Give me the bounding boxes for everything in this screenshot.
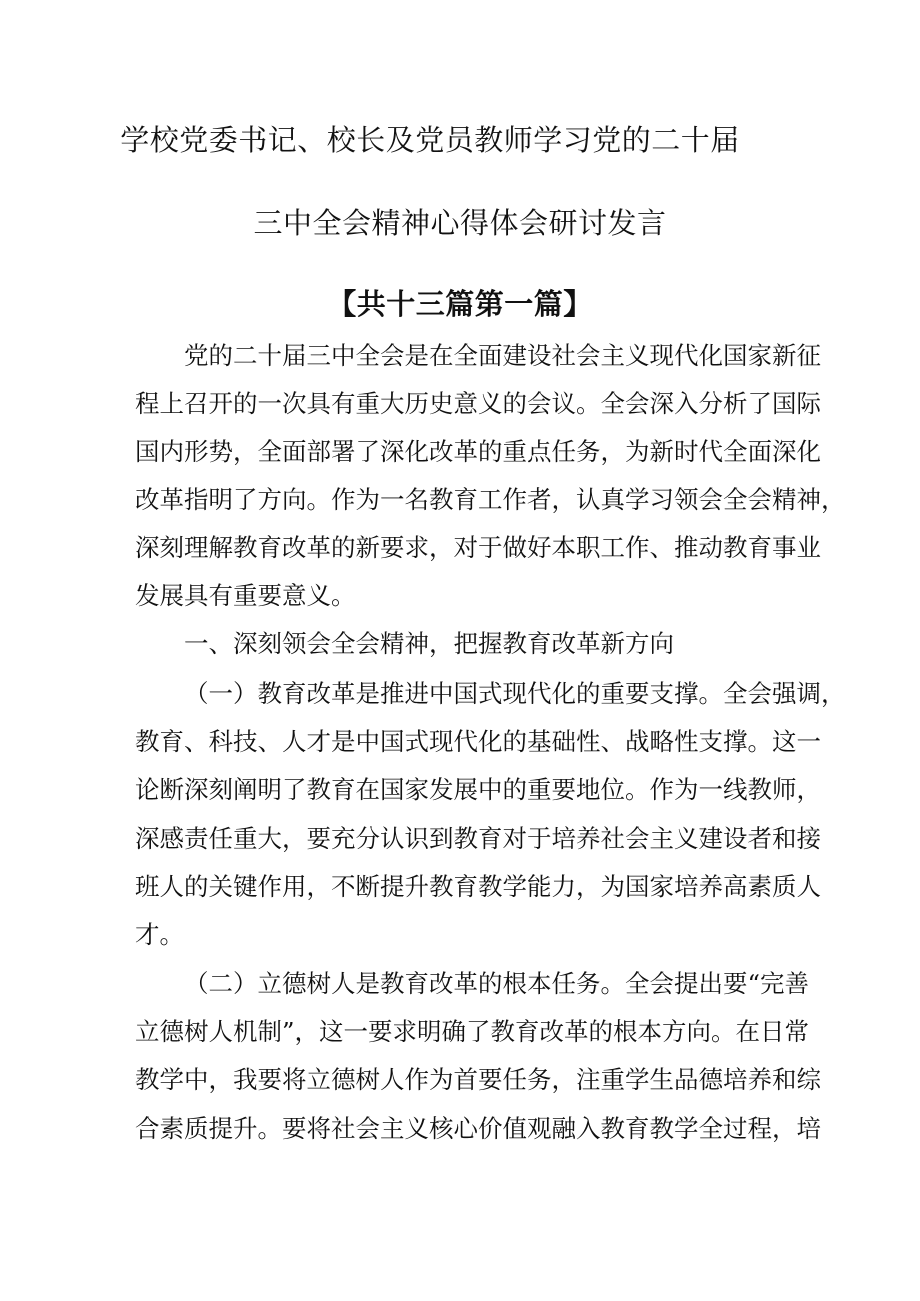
paragraph-line: 教育、科技、人才是中国式现代化的基础性、战略性支撑。这一 [135, 727, 821, 756]
document-part-label: 【共十三篇第一篇】 [327, 287, 593, 321]
document-title-line-1: 学校党委书记、校长及党员教师学习党的二十届 [120, 123, 740, 157]
paragraph-line: 论断深刻阐明了教育在国家发展中的重要地位。作为一线教师， [135, 775, 821, 804]
paragraph-line: 国内形势，全面部署了深化改革的重点任务，为新时代全面深化 [135, 437, 821, 466]
paragraph-line: 改革指明了方向。作为一名教育工作者，认真学习领会全会精神， [135, 485, 846, 514]
section-heading-text: 一、深刻领会全会精神，把握教育改革新方向 [184, 629, 674, 658]
paragraph-line: 立德树人机制”，这一要求明确了教育改革的根本方向。在日常 [135, 1017, 810, 1046]
paragraph-line: 教学中，我要将立德树人作为首要任务，注重学生品德培养和综 [135, 1065, 821, 1094]
paragraph-line: 才。 [135, 920, 184, 949]
paragraph-line: （一）教育改革是推进中国式现代化的重要支撑。全会强调， [184, 679, 846, 708]
paragraph-line: 程上召开的一次具有重大历史意义的会议。全会深入分析了国际 [135, 389, 821, 418]
paragraph-line: 合素质提升。要将社会主义核心价值观融入教育教学全过程，培 [135, 1114, 821, 1143]
document-title-line-2: 三中全会精神心得体会研讨发言 [253, 206, 667, 240]
paragraph-line: 深刻理解教育改革的新要求，对于做好本职工作、推动教育事业 [135, 533, 821, 562]
paragraph-line: 深感责任重大，要充分认识到教育对于培养社会主义建设者和接 [135, 824, 821, 853]
paragraph-line: 班人的关键作用，不断提升教育教学能力，为国家培养高素质人 [135, 872, 821, 901]
paragraph-line: 发展具有重要意义。 [135, 581, 356, 610]
paragraph-line: （二）立德树人是教育改革的根本任务。全会提出要“完善 [184, 969, 810, 998]
paragraph-line: 党的二十届三中全会是在全面建设社会主义现代化国家新征 [184, 341, 821, 370]
